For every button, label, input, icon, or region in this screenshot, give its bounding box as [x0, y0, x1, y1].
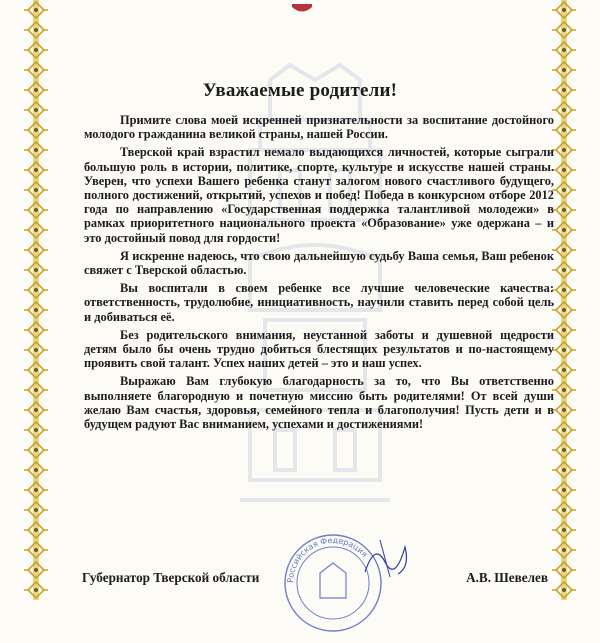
signature-icon [360, 532, 420, 582]
paragraph: Вы воспитали в своем ребенке все лучшие человеческие качества: ответственность, трудолюбие, инициативность, научили ставить перед собой цель и добиваться её. [84, 281, 554, 324]
seal-text: Российская Федерация [285, 535, 370, 584]
svg-text:Российская Федерация [286, 536, 369, 583]
paragraph: Без родительского внимания, неустанной заботы и душевной щедрости детям было бы очень трудно добиться блестящих результатов и по-настоящему проявить свой талант. Успех наших детей – это и наш успех. [84, 327, 554, 371]
letter-heading: Уважаемые родители! [202, 80, 398, 101]
signatory-title: Губернатор Тверской области [82, 570, 260, 585]
letter-body [84, 113, 554, 435]
coat-of-arms-icon [291, 0, 313, 9]
paragraph: Тверской край взрастил немало выдающихся личностей, которые сыграли большую роль в истории, политике, спорте, культуре и искусстве нашей страны. Уверен, что успехи Вашего ребенка станут залогом нового счастливого будущего, полного достижений, открытий, успехов и побед! Победа в конкурсном отборе 2012 года по направлению «Государственная поддержка талантливой молодежи» в рамках приоритетного национального проекта «Образование» уже одержана – и это достойный повод для гордости! [84, 145, 554, 245]
paragraph: Примите слова моей искренней признательности за воспитание достойного молодого гражданина великой страны, нашей России. [84, 113, 554, 142]
paragraph: Выражаю Вам глубокую благодарность за то, что Вы ответственно выполняете благородную и почетную миссию быть родителями! От всей души желаю Вам счастья, здоровья, семейного тепла и благополучия! Пусть дети и в будущем радуют Вас вниманием, успехами и достижениями! [84, 374, 554, 432]
signatory-name: А.В. Шевелев [466, 570, 548, 585]
paragraph: Я искренне надеюсь, что свою дальнейшую судьбу Ваша семья, Ваш ребенок свяжет с Тверской областью. [84, 248, 554, 278]
